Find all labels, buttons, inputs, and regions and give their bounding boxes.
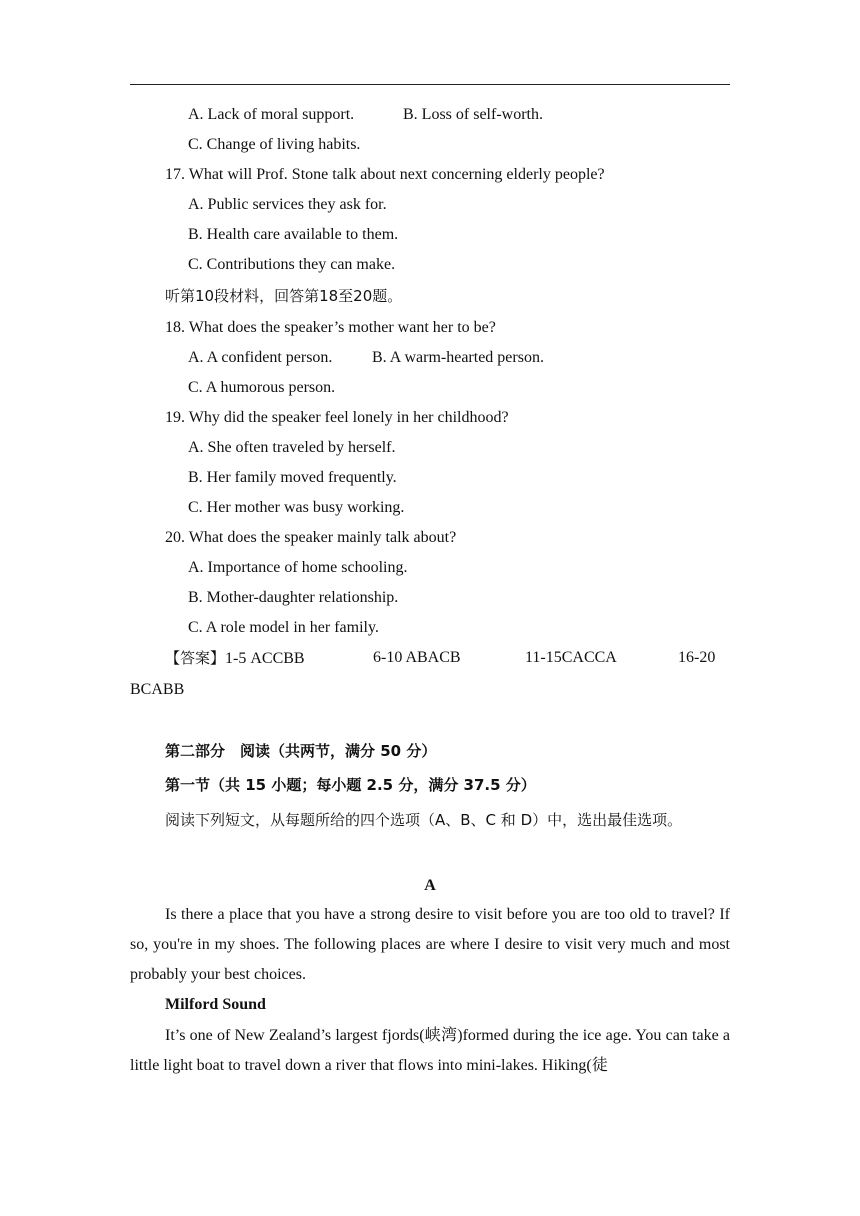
reading-instruction: 阅读下列短文，从每题所给的四个选项（A、B、C 和 D）中，选出最佳选项。 bbox=[165, 811, 683, 829]
answer-group-1-5: 1-5 ACCBB bbox=[225, 650, 305, 667]
section1-title: 第一节（共 15 小题；每小题 2.5 分，满分 37.5 分） bbox=[165, 776, 536, 794]
q16-option-c: C. Change of living habits. bbox=[188, 136, 361, 153]
q20-option-a: A. Importance of home schooling. bbox=[188, 559, 408, 576]
passage-body: It’s one of New Zealand’s largest fjords(峡湾)formed during the ice age. You can take a little light boat to travel down a river that flows into mini-lakes. Hiking(徒 bbox=[130, 1027, 730, 1074]
header-rule bbox=[130, 84, 730, 85]
q19-option-b: B. Her family moved frequently. bbox=[188, 469, 397, 486]
section10-instruction: 听第10段材料，回答第18至20题。 bbox=[165, 287, 403, 305]
part2-title: 第二部分 阅读（共两节，满分 50 分） bbox=[165, 742, 437, 760]
answer-group-6-10: 6-10 ABACB bbox=[373, 649, 461, 666]
q18-option-c: C. A humorous person. bbox=[188, 379, 336, 396]
passage-heading-milford-sound: Milford Sound bbox=[165, 996, 266, 1013]
q17-option-b: B. Health care available to them. bbox=[188, 226, 399, 243]
q18-option-b: B. A warm-hearted person. bbox=[372, 349, 544, 366]
q17-option-a: A. Public services they ask for. bbox=[188, 196, 387, 213]
passage-label: A bbox=[424, 877, 436, 894]
answer-group-16-20: 16-20 bbox=[678, 649, 716, 666]
passage-intro: Is there a place that you have a strong desire to visit before you are too old to travel? If so, you're in my shoes. The following places are where I desire to visit very much and most probably your best choices. bbox=[130, 906, 730, 983]
q19-option-c: C. Her mother was busy working. bbox=[188, 499, 405, 516]
answer-group-11-15: 11-15CACCA bbox=[525, 649, 617, 666]
answer-key-line bbox=[165, 648, 305, 669]
q20-option-c: C. A role model in her family. bbox=[188, 619, 379, 636]
q16-option-a: A. Lack of moral support. bbox=[188, 106, 355, 123]
answer-group-16-20-cont: BCABB bbox=[130, 681, 185, 698]
q17-stem: 17. What will Prof. Stone talk about next concerning elderly people? bbox=[165, 166, 605, 183]
q18-stem: 18. What does the speaker’s mother want her to be? bbox=[165, 319, 496, 336]
q16-option-b: B. Loss of self-worth. bbox=[403, 106, 543, 123]
q19-option-a: A. She often traveled by herself. bbox=[188, 439, 396, 456]
q19-stem: 19. Why did the speaker feel lonely in her childhood? bbox=[165, 409, 509, 426]
answer-key-label: 【答案】 bbox=[165, 649, 226, 667]
q18-option-a: A. A confident person. bbox=[188, 349, 333, 366]
q20-stem: 20. What does the speaker mainly talk about? bbox=[165, 529, 457, 546]
q17-option-c: C. Contributions they can make. bbox=[188, 256, 396, 273]
q20-option-b: B. Mother-daughter relationship. bbox=[188, 589, 399, 606]
